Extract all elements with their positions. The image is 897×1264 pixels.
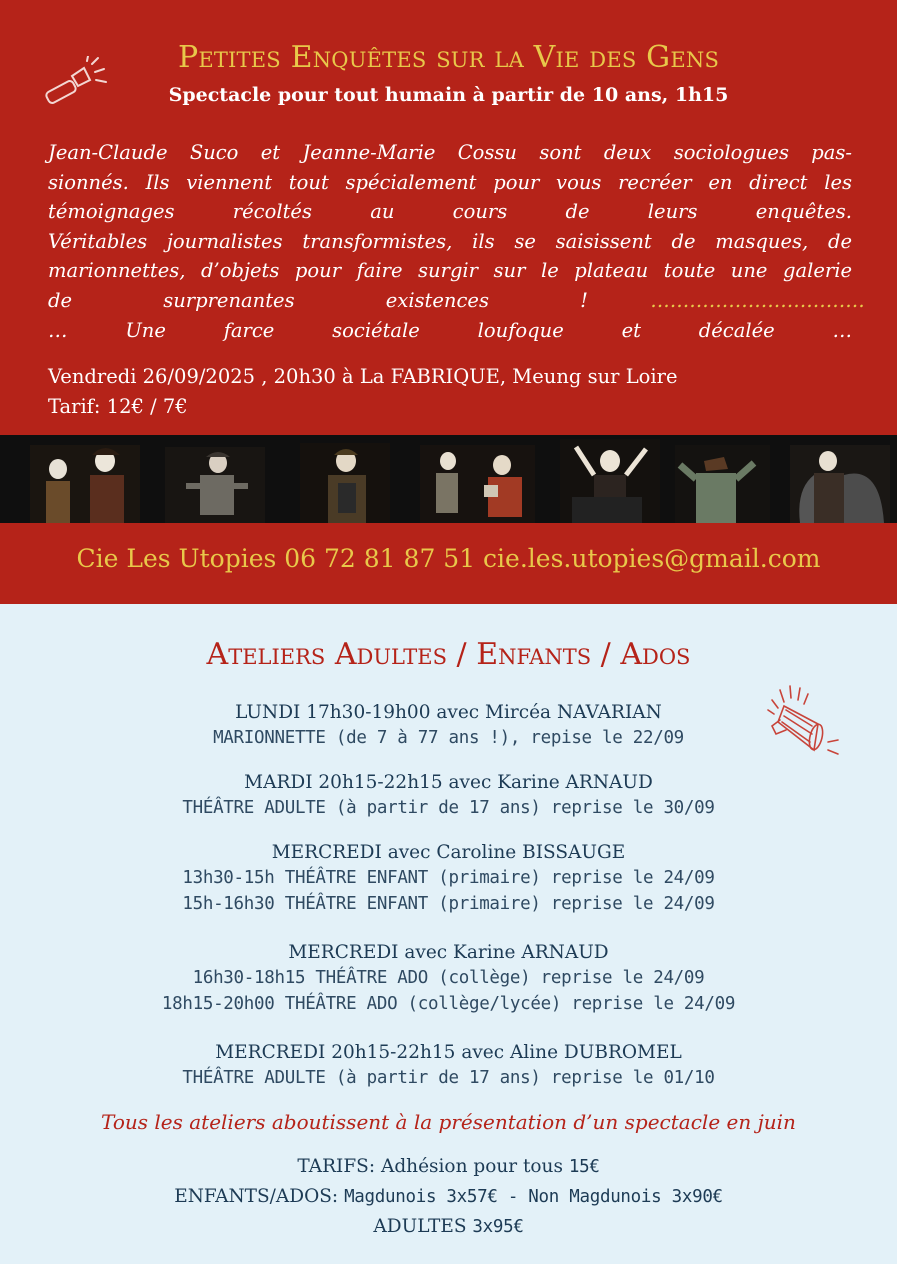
tarif-value: 15€: [568, 1157, 600, 1177]
tarif-line: [0, 1212, 897, 1242]
tarif-label: TARIFS: Adhésion pour tous: [297, 1156, 563, 1177]
tarif-line: [0, 1152, 897, 1182]
ateliers-note: Tous les ateliers aboutissent à la présentation d’un spectacle en juin: [101, 1110, 796, 1134]
description-line: témoignages récoltés au cours de leurs enquêtes.: [48, 200, 852, 224]
performer-photo: [165, 447, 265, 523]
performer-photo: [300, 443, 390, 523]
performer-photo: [560, 439, 660, 523]
ateliers-title: Ateliers Adultes / Enfants / Ados: [206, 637, 691, 672]
performer-photo: [30, 445, 140, 523]
show-title: Petites Enquêtes sur la Vie des Gens: [177, 40, 720, 75]
description-line: de surprenantes existences !: [48, 288, 588, 312]
performer-photo: [420, 445, 535, 523]
atelier-line: 18h15-20h00 THÉÂTRE ADO (collège/lycée) reprise le 24/09: [161, 994, 736, 1014]
description-line: Jean-Claude Suco et Jeanne-Marie Cossu sont deux sociologues pas-: [48, 141, 852, 164]
atelier-line: 15h-16h30 THÉÂTRE ENFANT (primaire) reprise le 24/09: [182, 894, 715, 914]
description-line: sionnés. Ils viennent tout spécialement pour vous recréer en direct les: [48, 170, 852, 194]
ateliers-tarifs: [0, 1152, 897, 1242]
decorative-dots: ……………………………: [650, 288, 865, 312]
atelier-line: 13h30-15h THÉÂTRE ENFANT (primaire) reprise le 24/09: [182, 868, 715, 888]
show-tagline: … Une farce sociétale loufoque et décalée …: [48, 318, 852, 342]
company-contact: Cie Les Utopies 06 72 81 87 51 cie.les.utopies@gmail.com: [76, 544, 821, 573]
show-date: Vendredi 26/09/2025 , 20h30 à La FABRIQUE, Meung sur Loire: [48, 365, 678, 388]
atelier-heading: LUNDI 17h30-19h00 avec Mircéa NAVARIAN: [235, 702, 662, 723]
atelier-heading: MERCREDI avec Caroline BISSAUGE: [271, 842, 626, 863]
atelier-line: THÉÂTRE ADULTE (à partir de 17 ans) reprise le 30/09: [182, 798, 715, 818]
tarif-label: ADULTES: [373, 1216, 467, 1237]
atelier-heading: MERCREDI 20h15-22h15 avec Aline DUBROMEL: [215, 1042, 682, 1063]
atelier-line: MARIONNETTE (de 7 à 77 ans !), repise le 22/09: [213, 728, 684, 748]
atelier-heading: MERCREDI avec Karine ARNAUD: [288, 942, 609, 963]
atelier-block: [0, 1042, 897, 1088]
atelier-line: THÉÂTRE ADULTE (à partir de 17 ans) reprise le 01/10: [182, 1068, 715, 1088]
photo-strip: [0, 435, 897, 523]
atelier-heading: MARDI 20h15-22h15 avec Karine ARNAUD: [244, 772, 653, 793]
performer-photo: [675, 445, 770, 523]
description-line-last: [48, 286, 865, 316]
performer-photos: [0, 435, 897, 523]
tarif-label: ENFANTS/ADOS:: [174, 1186, 339, 1207]
tarif-value: Magdunois 3x57€ - Non Magdunois 3x90€: [344, 1187, 723, 1207]
atelier-block: [0, 772, 897, 818]
atelier-block: [0, 942, 897, 1014]
show-date-block: [48, 362, 677, 422]
description-line: Véritables journalistes transformistes, ils se saisissent de masques, de: [48, 229, 852, 253]
description-line: marionnettes, d’objets pour faire surgir sur le plateau toute une galerie: [48, 259, 852, 283]
show-subtitle: Spectacle pour tout humain à partir de 10 ans, 1h15: [168, 84, 729, 106]
atelier-block: [0, 842, 897, 914]
show-description: [48, 138, 865, 345]
atelier-line: 16h30-18h15 THÉÂTRE ADO (collège) reprise le 24/09: [192, 968, 705, 988]
tarif-line: [0, 1182, 897, 1212]
performer-photo: [790, 445, 890, 523]
atelier-block: [0, 702, 897, 748]
tarif-value: 3x95€: [472, 1217, 524, 1237]
show-price: Tarif: 12€ / 7€: [48, 395, 188, 418]
